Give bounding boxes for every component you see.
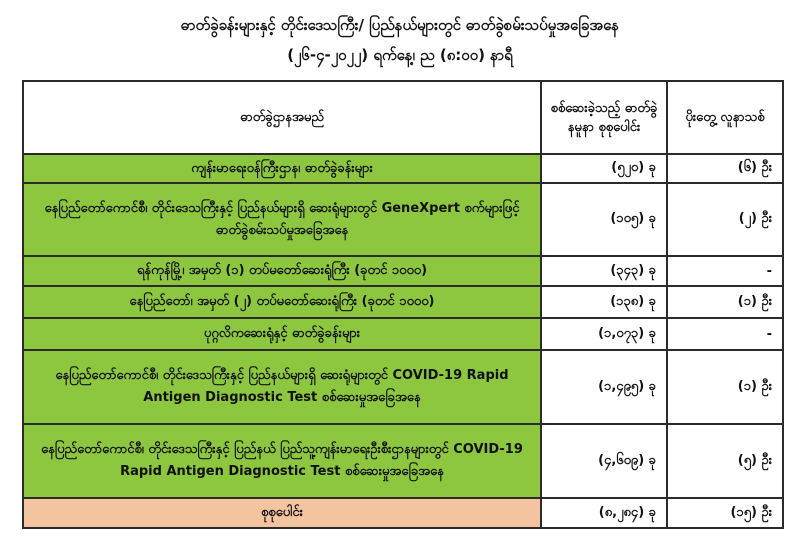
positive-count: (၁) ဦး xyxy=(667,286,783,318)
tested-count: (၃၄၃) ခု xyxy=(541,256,667,286)
table-row xyxy=(23,350,783,424)
positive-count: (၂) ဦး xyxy=(667,183,783,256)
tested-count: (၁,၄၉၅) ခု xyxy=(541,350,667,424)
header-positive: ပိုးတွေ့ လူနာသစ် xyxy=(667,81,783,154)
title-line-1: ဓာတ်ခွဲခန်းများနှင့် တိုင်းဒေသကြီး/ ပြည်နယ်များတွင် ဓာတ်ခွဲစမ်းသပ်မှုအခြေအနေ xyxy=(180,16,620,34)
lab-name: နေပြည်တော်၊ အမှတ် (၂) တပ်မတော်ဆေးရုံကြီး (ခုတင် ၁၀၀၀) xyxy=(23,286,541,318)
table-row xyxy=(23,286,783,318)
testing-table xyxy=(22,80,784,529)
title-line-2: (၂၆-၄-၂၀၂၂) ရက်နေ့၊ ည (၈:၀၀) နာရီ xyxy=(287,46,513,64)
table-row xyxy=(23,318,783,350)
table-row xyxy=(23,154,783,183)
table-row xyxy=(23,183,783,256)
total-tested: (၈,၂၈၄) ခု xyxy=(541,498,667,528)
table-row xyxy=(23,424,783,498)
lab-name: နေပြည်တော်ကောင်စီ၊ တိုင်းဒေသကြီးနှင့် ပြည်နယ်များရှိ ဆေးရုံများတွင် COVID-19 Rapid Antigen Diagnostic Test စစ်ဆေးမှုအခြေအနေ xyxy=(23,350,541,424)
lab-name: နေပြည်တော်ကောင်စီ၊ တိုင်းဒေသကြီးနှင့် ပြည်နယ် ပြည်သူ့ကျန်းမာရေးဦးစီးဌာနများတွင် COVID-19 Rapid Antigen Diagnostic Test စစ်ဆေးမှုအခြေအနေ xyxy=(23,424,541,498)
tested-count: (၅၂၀) ခု xyxy=(541,154,667,183)
total-row xyxy=(23,498,783,528)
tested-count: (၄,၆၀၉) ခု xyxy=(541,424,667,498)
positive-count: - xyxy=(667,318,783,350)
header-lab-name: ဓာတ်ခွဲဌာနအမည် xyxy=(23,81,541,154)
total-positive: (၁၅) ဦး xyxy=(667,498,783,528)
lab-name: ကျန်းမာရေးဝန်ကြီးဌာန၊ ဓာတ်ခွဲခန်းများ xyxy=(23,154,541,183)
tested-count: (၁၀၅) ခု xyxy=(541,183,667,256)
positive-count: - xyxy=(667,256,783,286)
lab-name: ရန်ကုန်မြို့၊ အမှတ် (၁) တပ်မတော်ဆေးရုံကြီး (ခုတင် ၁၀၀၀) xyxy=(23,256,541,286)
positive-count: (၆) ဦး xyxy=(667,154,783,183)
lab-name: ပုဂ္ဂလိကဆေးရုံနှင့် ဓာတ်ခွဲခန်းများ xyxy=(23,318,541,350)
table-row xyxy=(23,256,783,286)
tested-count: (၁,၀၇၃) ခု xyxy=(541,318,667,350)
total-label: စုစုပေါင်း xyxy=(23,498,541,528)
positive-count: (၁) ဦး xyxy=(667,350,783,424)
header-row xyxy=(23,81,783,154)
lab-name: နေပြည်တော်ကောင်စီ၊ တိုင်းဒေသကြီးနှင့် ပြည်နယ်များရှိ ဆေးရုံများတွင် GeneXpert စက်များဖြင့် ဓာတ်ခွဲစမ်းသပ်မှုအခြေအနေ xyxy=(23,183,541,256)
tested-count: (၁၃၈) ခု xyxy=(541,286,667,318)
positive-count: (၅) ဦး xyxy=(667,424,783,498)
header-tested: စစ်ဆေးခဲ့သည့် ဓာတ်ခွဲနမူနာ စုစုပေါင်း xyxy=(541,81,667,154)
